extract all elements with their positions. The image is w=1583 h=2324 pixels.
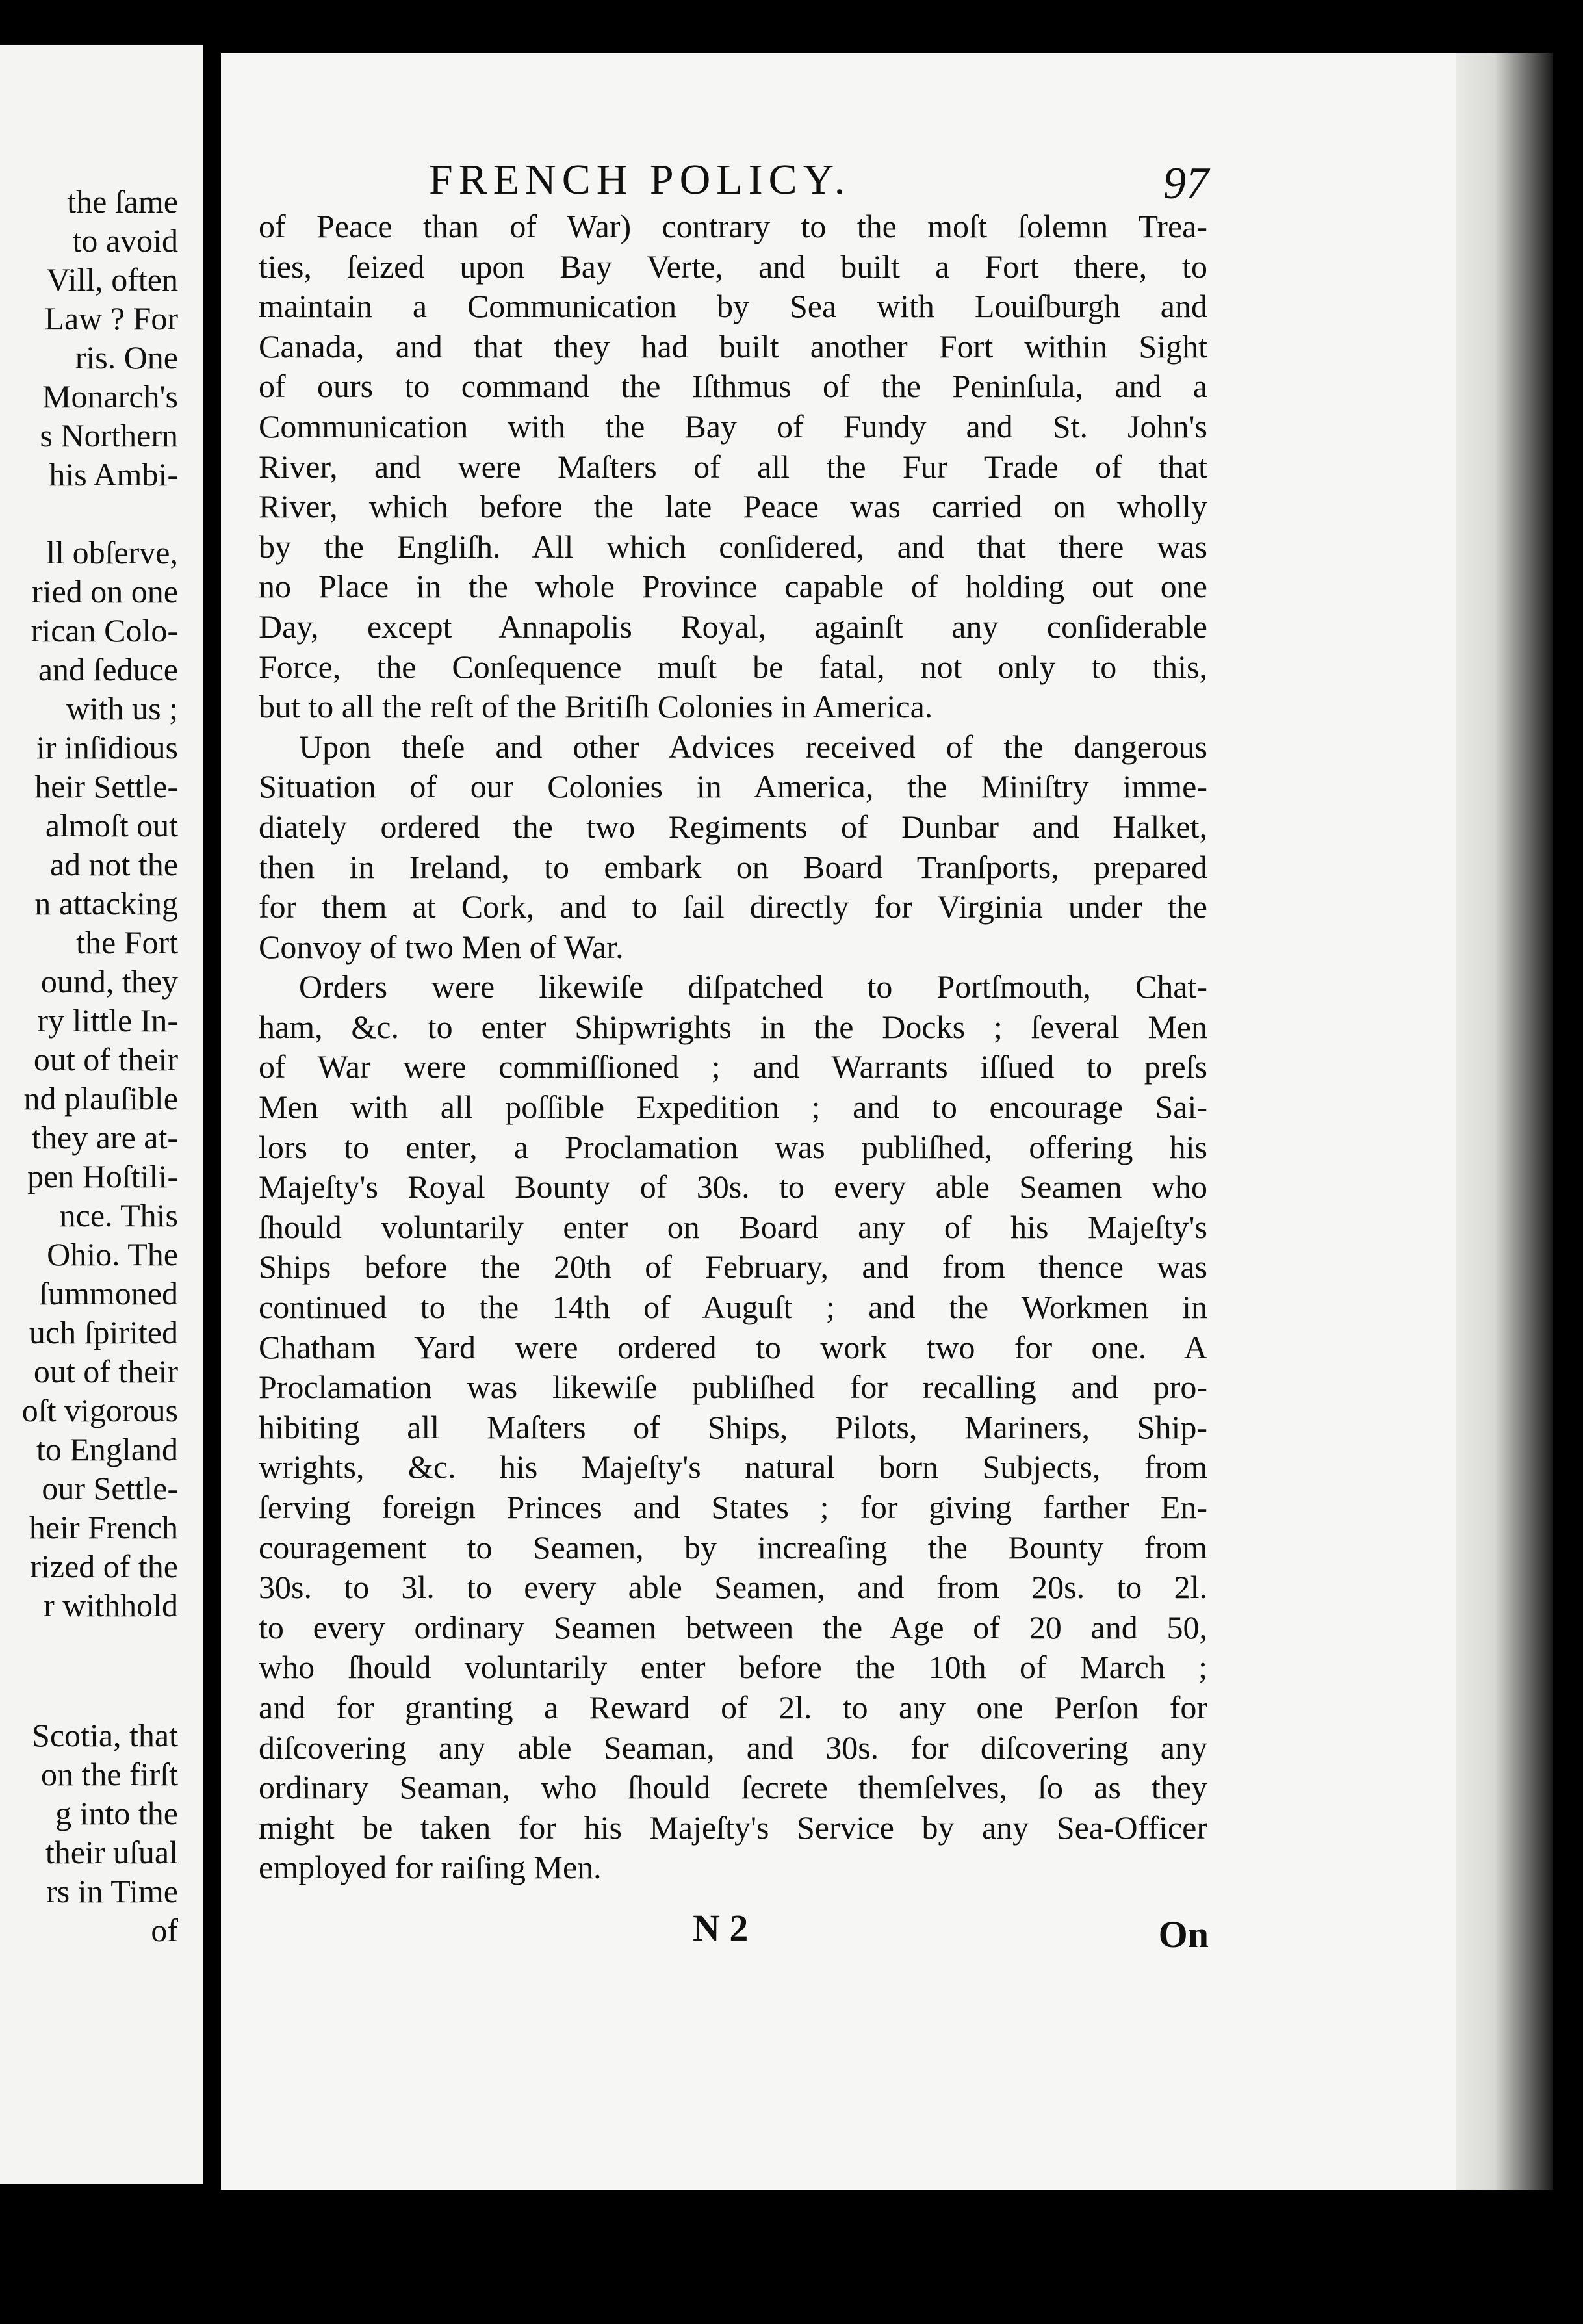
left-line: to England	[36, 1431, 178, 1467]
text-line: Situation of our Colonies in America, the Miniſtry imme-	[259, 768, 1207, 805]
left-line: almoſt out	[45, 807, 178, 844]
left-line: rican Colo-	[31, 612, 178, 649]
text-line: couragement to Seamen, by increaſing the Bounty from	[259, 1529, 1207, 1566]
text-line: by the Engliſh. All which conſidered, and that there was	[259, 528, 1207, 565]
text-line: ſerving foreign Princes and States ; for giving farther En-	[259, 1489, 1207, 1525]
left-line: n attacking	[34, 885, 178, 922]
text-line: to every ordinary Seamen between the Age of 20 and 50,	[259, 1608, 1207, 1646]
text-line: then in Ireland, to embark on Board Tranſports, prepared	[259, 848, 1207, 885]
left-line: oſt vigorous	[21, 1392, 178, 1428]
left-line: heir French	[29, 1509, 178, 1545]
text-line: no Place in the whole Province capable of holding out one	[259, 568, 1207, 605]
text-line: lors to enter, a Proclamation was publiſhed, offering his	[259, 1128, 1207, 1165]
text-line: hibiting all Maſters of Ships, Pilots, Mariners, Ship-	[259, 1408, 1207, 1445]
right-page	[221, 53, 1456, 2190]
left-line: ir inſidious	[36, 729, 178, 766]
left-line: Law ? For	[44, 300, 178, 337]
left-line: pen Hoſtili-	[27, 1158, 178, 1194]
text-line: Convoy of two Men of War.	[259, 928, 624, 965]
text-line: Orders were likewiſe diſpatched to Portſmouth, Chat-	[299, 968, 1207, 1005]
text-line: ham, &c. to enter Shipwrights in the Docks ; ſeveral Men	[259, 1008, 1207, 1045]
text-line: and for granting a Reward of 2l. to any one Perſon for	[259, 1688, 1207, 1725]
left-line: Vill, often	[46, 261, 178, 298]
text-line: diſcovering any able Seaman, and 30s. for diſcovering any	[259, 1729, 1207, 1766]
left-line: nd plauſible	[23, 1080, 178, 1117]
text-line: Chatham Yard were ordered to work two for one. A	[259, 1328, 1207, 1365]
text-line: Ships before the 20th of February, and from thence was	[259, 1248, 1207, 1285]
text-line: employed for raiſing Men.	[259, 1849, 602, 1886]
page-number: 97	[1163, 159, 1209, 209]
text-line: diately ordered the two Regiments of Dunbar and Halket,	[259, 808, 1207, 845]
left-line: Ohio. The	[47, 1236, 178, 1272]
left-line: ris. One	[75, 339, 178, 376]
left-line: the Fort	[76, 924, 178, 961]
left-line: ll obſerve,	[46, 534, 178, 571]
left-line: they are at-	[32, 1119, 178, 1156]
body-text	[259, 207, 1207, 1888]
left-line: r withhold	[44, 1587, 178, 1623]
left-line: their uſual	[45, 1834, 178, 1870]
left-line: out of their	[33, 1353, 178, 1389]
left-line: our Settle-	[42, 1470, 178, 1506]
left-line: ſummoned	[39, 1275, 178, 1311]
left-line: g into the	[55, 1795, 178, 1831]
text-line: continued to the 14th of Auguſt ; and the Workmen in	[259, 1289, 1207, 1326]
text-line: River, which before the late Peace was carried on wholly	[259, 488, 1207, 525]
left-page	[0, 45, 203, 2184]
left-line: heir Settle-	[34, 768, 178, 805]
text-line: of ours to command the Iſthmus of the Peninſula, and a	[259, 368, 1207, 405]
text-line: who ſhould voluntarily enter before the 10th of March ;	[259, 1649, 1207, 1686]
left-line: ry little In-	[37, 1002, 178, 1039]
page-header	[221, 151, 1209, 216]
text-line: of Peace than of War) contrary to the moſt ſolemn Trea-	[259, 208, 1207, 244]
left-line: on the firſt	[40, 1756, 178, 1792]
text-line: Proclamation was likewiſe publiſhed for recalling and pro-	[259, 1369, 1207, 1406]
left-line: the ſame	[67, 183, 178, 220]
text-line: maintain a Communication by Sea with Louiſburgh and	[259, 288, 1207, 325]
left-line: ad not the	[49, 846, 178, 883]
left-line: ound, they	[40, 963, 178, 1000]
left-line: nce. This	[59, 1197, 178, 1233]
text-line: ties, ſeized upon Bay Verte, and built a Fort there, to	[259, 248, 1207, 285]
left-line: rs in Time	[46, 1873, 178, 1909]
page-footer	[260, 1899, 1209, 1957]
text-line: 30s. to 3l. to every able Seamen, and from 20s. to 2l.	[259, 1569, 1207, 1606]
text-line: Majeſty's Royal Bounty of 30s. to every able Seamen who	[259, 1168, 1207, 1206]
left-line: and ſeduce	[38, 651, 178, 688]
left-line: rized of the	[30, 1548, 178, 1584]
text-line: of War were commiſſioned ; and Warrants iſſued to preſs	[259, 1048, 1207, 1085]
page-edge-shadow	[1456, 53, 1553, 2190]
left-line: with us ;	[66, 690, 178, 727]
left-line: ried on one	[32, 573, 178, 610]
text-line: might be taken for his Majeſty's Service by any Sea-Officer	[259, 1809, 1207, 1846]
left-line: uch ſpirited	[29, 1314, 178, 1350]
text-line: Communication with the Bay of Fundy and St. John's	[259, 407, 1207, 445]
left-line: s Northern	[40, 417, 178, 454]
text-line: for them at Cork, and to ſail directly for Virginia under the	[259, 888, 1207, 925]
text-line: Force, the Conſequence muſt be fatal, not only to this,	[259, 648, 1207, 685]
left-line: Monarch's	[42, 378, 178, 415]
text-line: Upon theſe and other Advices received of the dangerous	[299, 728, 1207, 765]
left-line: out of their	[33, 1041, 178, 1078]
text-line: ſhould voluntarily enter on Board any of his Majeſty's	[259, 1208, 1207, 1245]
text-line: River, and were Maſters of all the Fur Trade of that	[259, 448, 1207, 485]
running-title: FRENCH POLICY.	[429, 156, 851, 203]
text-line: ordinary Seaman, who ſhould ſecrete themſelves, ſo as they	[259, 1769, 1207, 1806]
left-line: his Ambi-	[49, 456, 178, 493]
text-line: Men with all poſſible Expedition ; and to encourage Sai-	[259, 1089, 1207, 1126]
signature-mark: N 2	[693, 1907, 749, 1949]
text-line: but to all the reſt of the Britiſh Colonies in America.	[259, 688, 933, 725]
text-line: wrights, &c. his Majeſty's natural born Subjects, from	[259, 1449, 1207, 1486]
left-line: to avoid	[72, 222, 178, 259]
catchword: On	[1158, 1913, 1209, 1956]
text-line: Day, except Annapolis Royal, againſt any conſiderable	[259, 608, 1207, 645]
text-line: Canada, and that they had built another Fort within Sight	[259, 328, 1207, 365]
left-line: Scotia, that	[32, 1717, 178, 1753]
left-line: of	[151, 1912, 178, 1948]
